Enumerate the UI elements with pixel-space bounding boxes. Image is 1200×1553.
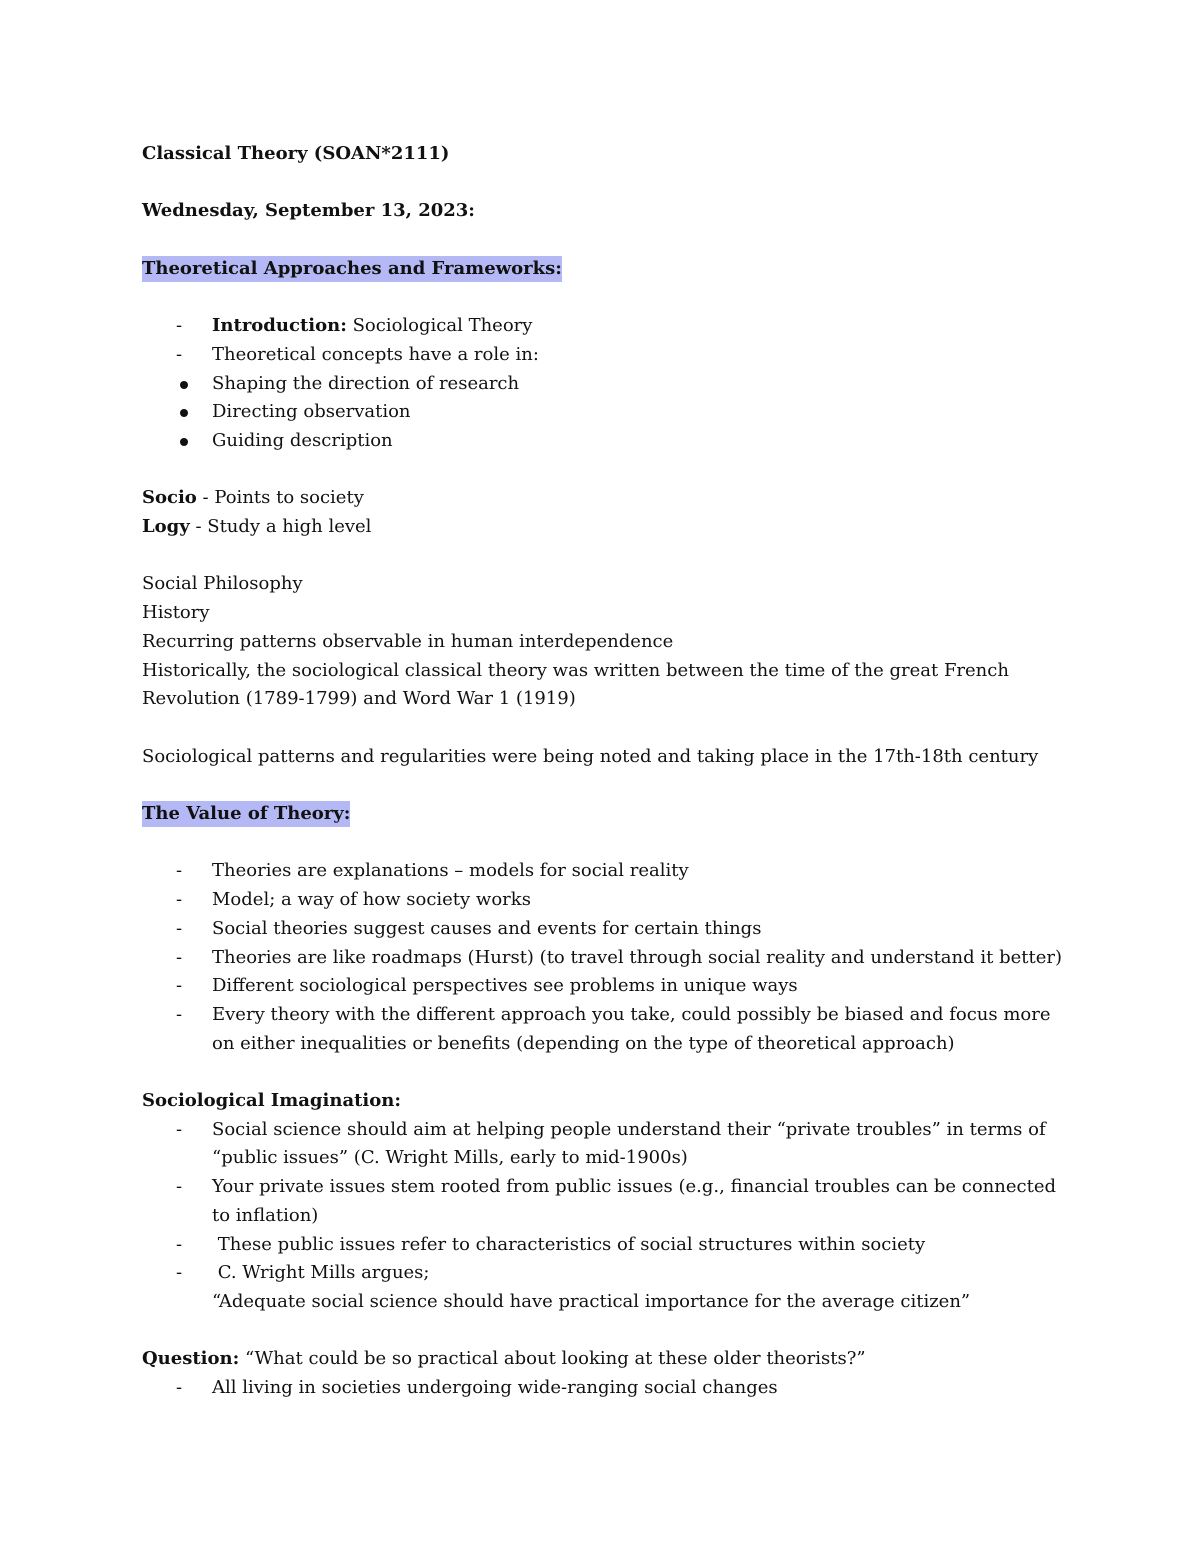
list-item-text: All living in societies undergoing wide-ranging social changes	[212, 1377, 778, 1399]
list-item-bold: Introduction:	[212, 315, 347, 337]
bullet-item	[142, 427, 1072, 456]
dash-marker: -	[176, 889, 183, 911]
list-item	[142, 341, 1072, 370]
list-item-text: Theories are like roadmaps (Hurst) (to travel through social reality and understand it better)	[212, 946, 1063, 968]
list-item	[142, 1374, 1072, 1403]
list-item-text: Every theory with the different approach you take, could possibly be biased and focus more on either inequalities or benefits (depending on the type of theoretical approach)	[212, 1003, 1051, 1054]
note-paragraph: Historically, the sociological classical theory was written between the time of the great French Revolution (1789-1799) and Word War 1 (1919)	[142, 659, 1009, 710]
bullet-text: Directing observation	[212, 401, 411, 423]
dash-marker: -	[176, 860, 183, 882]
mills-quote: “Adequate social science should have practical importance for the average citizen”	[212, 1290, 971, 1312]
list-item	[142, 972, 1072, 1001]
section-heading-value-of-theory: The Value of Theory:	[142, 801, 350, 827]
list-item-text: Theories are explanations – models for social reality	[212, 860, 689, 882]
note-line: Social Philosophy	[142, 573, 303, 595]
dash-marker: -	[176, 315, 183, 337]
bullet-text: Shaping the direction of research	[212, 372, 520, 394]
question-label: Question:	[142, 1348, 240, 1370]
patterns-note: Sociological patterns and regularities were being noted and taking place in the 17th-18th century	[142, 745, 1039, 767]
section-heading-theoretical-approaches: Theoretical Approaches and Frameworks:	[142, 256, 562, 282]
list-item-text: Model; a way of how society works	[212, 889, 531, 911]
note-line: Recurring patterns observable in human interdependence	[142, 630, 674, 652]
list-item-text: C. Wright Mills argues;	[212, 1262, 430, 1284]
list-item-text: Sociological Theory	[346, 315, 533, 337]
bullet-icon	[180, 438, 188, 446]
definition-text: - Points to society	[196, 487, 364, 509]
list-item	[142, 857, 1072, 886]
dash-marker: -	[176, 1176, 183, 1198]
section-heading-sociological-imagination: Sociological Imagination:	[142, 1090, 401, 1112]
list-item	[142, 886, 1072, 915]
list-item	[142, 1116, 1072, 1173]
dash-marker: -	[176, 1377, 183, 1399]
definition-term: Socio	[142, 487, 197, 509]
list-item-text: Different sociological perspectives see problems in unique ways	[212, 975, 798, 997]
bullet-item	[142, 370, 1072, 399]
list-item	[142, 1001, 1072, 1058]
definition-text: - Study a high level	[189, 516, 372, 538]
bullet-item	[142, 398, 1072, 427]
list-item-text: Social science should aim at helping people understand their “private troubles” in terms of “public issues” (C. Wright Mills, early to mid-1900s)	[212, 1118, 1046, 1169]
dash-marker: -	[176, 1118, 183, 1140]
list-item-text: Theoretical concepts have a role in:	[212, 343, 539, 365]
dash-marker: -	[176, 343, 183, 365]
list-item-text: Social theories suggest causes and events for certain things	[212, 917, 762, 939]
document-page	[142, 140, 1072, 1403]
bullet-icon	[180, 381, 188, 389]
definition-socio	[142, 484, 1072, 513]
list-item	[142, 1259, 1072, 1288]
dash-marker: -	[176, 946, 183, 968]
question-text: “What could be so practical about looking at these older theorists?”	[239, 1348, 866, 1370]
dash-marker: -	[176, 975, 183, 997]
note-line: History	[142, 602, 210, 624]
list-item	[142, 1173, 1072, 1230]
definition-term: Logy	[142, 516, 190, 538]
bullet-text: Guiding description	[212, 429, 393, 451]
list-item	[142, 312, 1072, 341]
lecture-date: Wednesday, September 13, 2023:	[142, 200, 475, 222]
dash-marker: -	[176, 1003, 183, 1025]
list-item-text: These public issues refer to characteristics of social structures within society	[212, 1233, 926, 1255]
question-line	[142, 1345, 1072, 1374]
list-item	[142, 915, 1072, 944]
list-item-text: Your private issues stem rooted from public issues (e.g., financial troubles can be connected to inflation)	[212, 1176, 1056, 1226]
dash-marker: -	[176, 1262, 183, 1284]
dash-marker: -	[176, 917, 183, 939]
bullet-icon	[180, 409, 188, 417]
list-item	[142, 944, 1072, 973]
definition-logy	[142, 513, 1072, 542]
course-title: Classical Theory (SOAN*2111)	[142, 143, 450, 164]
list-item	[142, 1231, 1072, 1260]
dash-marker: -	[176, 1233, 183, 1255]
